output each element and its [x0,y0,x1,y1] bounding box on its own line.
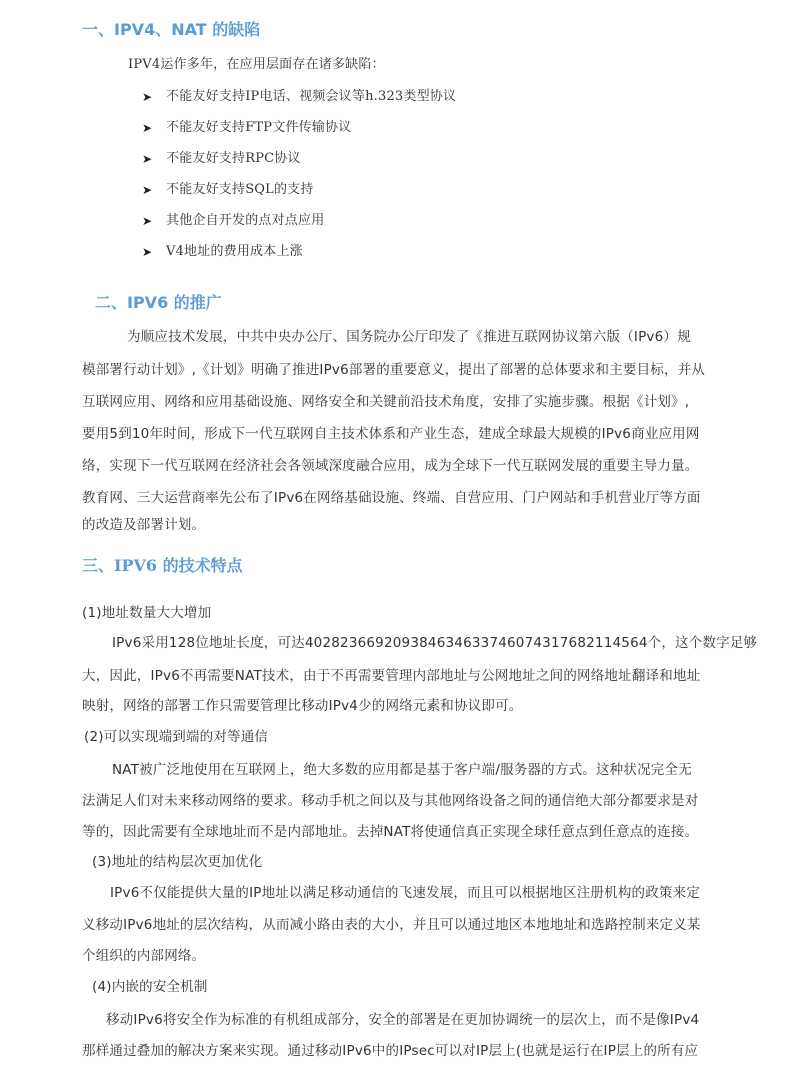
section1-heading: 一、IPV4、NAT 的缺陷 [82,20,261,39]
bullet-item: 不能友好支持SQL的支持 [166,182,314,197]
arrow-bullet-icon: ➤ [142,121,153,135]
bullet-item: 不能友好支持FTP文件传输协议 [166,120,352,135]
paragraph-line: 大，因此，IPv6不再需要NAT技术，由于不再需要管理内部地址与公网地址之间的网络地址翻译和地址 [82,668,701,684]
paragraph-line: 要用5到10年时间，形成下一代互联网自主技术体系和产业生态，建成全球最大规模的IPv6商业应用网 [82,426,700,442]
bullet-item: 不能友好支持IP电话、视频会议等h.323类型协议 [166,89,457,104]
arrow-bullet-icon: ➤ [142,183,153,197]
bullet-item: 不能友好支持RPC协议 [166,151,301,166]
paragraph-line: 法满足人们对未来移动网络的要求。移动手机之间以及与其他网络设备之间的通信绝大部分都要求是对 [82,793,699,809]
paragraph-line: 那样通过叠加的解决方案来实现。通过移动IPv6中的IPsec可以对IP层上(也就是运行在IP层上的所有应 [82,1043,699,1059]
section2-heading: 二、IPV6 的推广 [95,293,222,312]
arrow-bullet-icon: ➤ [142,245,153,259]
bullet-item: 其他企自开发的点对点应用 [166,213,325,228]
paragraph-line: 为顺应技术发展，中共中央办公厅、国务院办公厅印发了《推进互联网协议第六版（IPv6）规 [127,329,691,345]
paragraph-line: 教育网、三大运营商率先公布了IPv6在网络基础设施、终端、自营应用、门户网站和手机营业厅等方面 [82,490,701,506]
paragraph-line: 的改造及部署计划。 [82,517,206,533]
arrow-bullet-icon: ➤ [142,214,153,228]
paragraph-line: NAT被广泛地使用在互联网上，绝大多数的应用都是基于客户端/服务器的方式。这种状况完全无 [112,762,692,778]
paragraph-line: 个组织的内部网络。 [82,948,206,964]
paragraph-line: 模部署行动计划》,《计划》明确了推进IPv6部署的重要意义，提出了部署的总体要求和主要目标，并从 [82,362,706,378]
subsection-title: (3)地址的结构层次更加优化 [92,854,263,870]
arrow-bullet-icon: ➤ [142,90,153,104]
section1-intro: IPV4运作多年，在应用层面存在诸多缺陷： [128,57,385,72]
paragraph-line: 等的，因此需要有全球地址而不是内部地址。去掉NAT将使通信真正实现全球任意点到任意点的连接。 [82,824,699,840]
paragraph-line: 映射，网络的部署工作只需要管理比移动IPv4少的网络元素和协议即可。 [82,698,523,714]
subsection-title: (4)内嵌的安全机制 [92,979,208,995]
paragraph-line: 互联网应用、网络和应用基础设施、网络安全和关键前沿技术角度，安排了实施步骤。根据《计划》, [82,394,690,410]
section3-heading: 三、IPV6 的技术特点 [82,556,243,575]
paragraph-line: 移动IPv6将安全作为标准的有机组成部分，安全的部署是在更加协调统一的层次上，而不是像IPv4 [106,1012,700,1028]
paragraph-line: 义移动IPv6地址的层次结构，从而减小路由表的大小，并且可以通过地区本地地址和选路控制来定义某 [82,917,701,933]
paragraph-line: IPv6不仅能提供大量的IP地址以满足移动通信的飞速发展，而且可以根据地区注册机构的政策来定 [110,885,701,901]
subsection-title: (1)地址数量大大增加 [82,605,212,621]
bullet-item: V4地址的费用成本上涨 [166,244,303,259]
subsection-title: (2)可以实现端到端的对等通信 [84,729,269,745]
paragraph-line: 络，实现下一代互联网在经济社会各领域深度融合应用，成为全球下一代互联网发展的重要主导力量。 [82,458,699,474]
arrow-bullet-icon: ➤ [142,152,153,166]
paragraph-line: IPv6采用128位地址长度，可达402823669209384634633746074317682114564个，这个数字足够 [112,635,758,651]
